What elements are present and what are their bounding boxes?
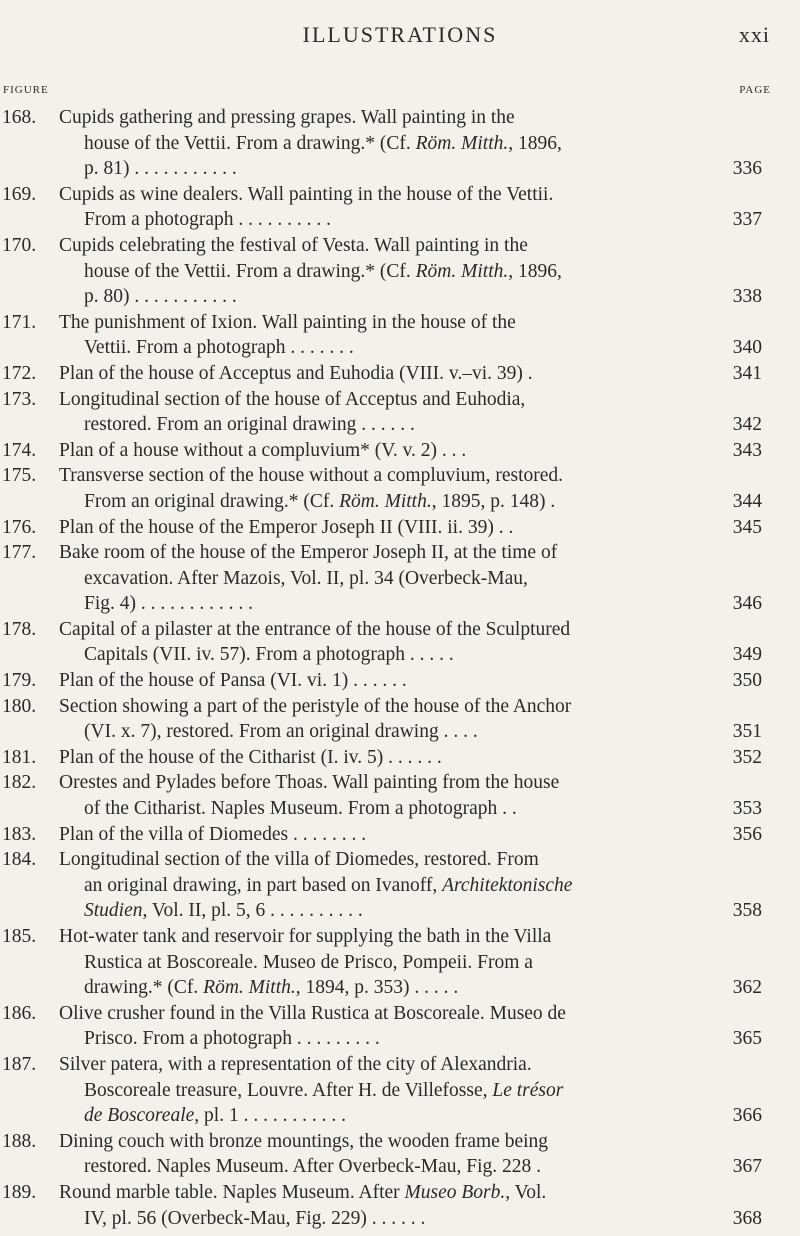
list-item [0, 463, 800, 514]
running-title: ILLUSTRATIONS [302, 22, 498, 47]
figure-number: 189. [2, 1181, 37, 1203]
page-reference: 338 [732, 286, 762, 308]
page-reference: 351 [732, 721, 762, 743]
figure-caption [59, 617, 711, 668]
list-item [0, 361, 800, 387]
illustrations-list [0, 105, 800, 1231]
page-reference: 344 [732, 490, 762, 512]
list-item [0, 694, 800, 745]
figure-caption [59, 515, 711, 541]
caption-line: house of the Vettii. From a drawing.* (Cf. Röm. Mitth., 1896, [84, 132, 562, 154]
caption-line: Vettii. From a photograph . . . . . . . [84, 337, 354, 359]
caption-line: p. 80) . . . . . . . . . . . [84, 286, 237, 308]
caption-line: of the Citharist. Naples Museum. From a photograph . . [84, 798, 517, 820]
caption-line: excavation. After Mazois, Vol. II, pl. 34 (Overbeck-Mau, [84, 567, 528, 589]
figure-number: 171. [2, 311, 37, 333]
caption-line: Silver patera, with a representation of the city of Alexandria. [59, 1053, 532, 1075]
page-reference: 358 [732, 900, 762, 922]
figure-number: 187. [2, 1053, 37, 1075]
figure-caption [59, 105, 711, 182]
caption-line: Plan of the house of Pansa (VI. vi. 1) . . . . . . [59, 670, 407, 692]
caption-line: Cupids celebrating the festival of Vesta. Wall painting in the [59, 234, 528, 256]
figure-number: 181. [2, 746, 37, 768]
page-reference: 353 [732, 798, 762, 820]
list-item [0, 515, 800, 541]
caption-line: house of the Vettii. From a drawing.* (Cf. Röm. Mitth., 1896, [84, 260, 562, 282]
page-reference: 367 [732, 1156, 762, 1178]
caption-line: Section showing a part of the peristyle of the house of the Anchor [59, 695, 572, 717]
caption-line: de Boscoreale, pl. 1 . . . . . . . . . . . [84, 1105, 346, 1127]
figure-number: 177. [2, 542, 37, 564]
caption-line: Plan of the house of the Citharist (I. iv. 5) . . . . . . [59, 746, 442, 768]
caption-line: Fig. 4) . . . . . . . . . . . . [84, 593, 254, 615]
list-item [0, 310, 800, 361]
caption-line: Orestes and Pylades before Thoas. Wall painting from the house [59, 772, 560, 794]
page-reference: 336 [732, 158, 762, 180]
list-item [0, 1001, 800, 1052]
figure-number: 179. [2, 670, 37, 692]
caption-line: Hot-water tank and reservoir for supplying the bath in the Villa [59, 926, 552, 947]
caption-line: Dining couch with bronze mountings, the wooden frame being [59, 1130, 549, 1152]
list-item [0, 822, 800, 848]
caption-line: Longitudinal section of the house of Acceptus and Euhodia, [59, 388, 526, 410]
page-reference: 368 [732, 1207, 762, 1229]
figure-caption [59, 1001, 711, 1052]
figure-number: 172. [2, 362, 37, 384]
figure-caption [59, 847, 711, 924]
list-item [0, 387, 800, 438]
page-column-label: PAGE [739, 84, 771, 96]
caption-line: Transverse section of the house without a compluvium, restored. [59, 465, 564, 487]
page-reference: 337 [732, 209, 762, 231]
caption-line: From a photograph . . . . . . . . . . [84, 209, 331, 231]
figure-number: 185. [2, 926, 37, 947]
list-item [0, 540, 800, 617]
caption-line: Longitudinal section of the villa of Diomedes, restored. From [59, 849, 539, 871]
page-reference: 349 [732, 644, 762, 666]
figure-caption [59, 361, 711, 387]
caption-line: Round marble table. Naples Museum. After Museo Borb., Vol. [59, 1181, 547, 1203]
figure-caption [59, 668, 711, 694]
page-reference: 362 [732, 977, 762, 999]
figure-caption [59, 1180, 711, 1231]
caption-line: Plan of the house of Acceptus and Euhodia (VIII. v.–vi. 39) . [59, 362, 533, 384]
caption-line: an original drawing, in part based on Ivanoff, Architektonische [84, 874, 573, 896]
figure-number: 169. [2, 183, 37, 205]
page-reference: 346 [732, 593, 762, 615]
caption-line: Olive crusher found in the Villa Rustica at Boscoreale. Museo de [59, 1002, 566, 1024]
caption-line: Cupids as wine dealers. Wall painting in the house of the Vettii. [59, 183, 554, 205]
figure-caption [59, 182, 711, 233]
caption-line: Rustica at Boscoreale. Museo de Prisco, Pompeii. From a [84, 951, 533, 973]
figure-caption [59, 694, 711, 745]
page-number: xxi [738, 22, 770, 47]
figure-caption [59, 1052, 711, 1129]
figure-caption [59, 745, 711, 771]
figure-number: 184. [2, 849, 37, 871]
caption-line: Plan of the house of the Emperor Joseph II (VIII. ii. 39) . . [59, 516, 514, 538]
page-reference: 341 [732, 362, 762, 384]
list-item [0, 668, 800, 694]
list-item [0, 617, 800, 668]
list-item [0, 770, 800, 821]
figure-number: 180. [2, 695, 37, 717]
page-reference: 340 [732, 337, 762, 359]
figure-caption [59, 822, 711, 848]
list-item [0, 745, 800, 771]
list-item [0, 1180, 800, 1231]
figure-number: 183. [2, 823, 37, 845]
figure-number: 175. [2, 465, 37, 487]
figure-caption [59, 540, 711, 617]
figure-number: 188. [2, 1130, 37, 1152]
caption-line: restored. From an original drawing . . . . . . [84, 414, 415, 436]
page-reference: 345 [732, 516, 762, 538]
caption-line: drawing.* (Cf. Röm. Mitth., 1894, p. 353) . . . . . [84, 977, 459, 999]
figure-caption [59, 924, 711, 1001]
page-reference: 356 [732, 823, 762, 845]
figure-number: 170. [2, 234, 37, 256]
list-item [0, 847, 800, 924]
figure-number: 168. [2, 107, 37, 128]
caption-line: (VI. x. 7), restored. From an original drawing . . . . [84, 721, 478, 743]
caption-line: Cupids gathering and pressing grapes. Wall painting in the [59, 107, 515, 128]
caption-line: IV, pl. 56 (Overbeck-Mau, Fig. 229) . . . . . . [84, 1207, 426, 1229]
caption-line: From an original drawing.* (Cf. Röm. Mitth., 1895, p. 148) . [84, 490, 556, 512]
caption-line: p. 81) . . . . . . . . . . . [84, 158, 237, 180]
list-item [0, 1129, 800, 1180]
figure-number: 174. [2, 439, 37, 461]
figure-number: 182. [2, 772, 37, 794]
caption-line: The punishment of Ixion. Wall painting in the house of the [59, 311, 516, 333]
list-item [0, 233, 800, 310]
page-reference: 366 [732, 1105, 762, 1127]
figure-caption [59, 1129, 711, 1180]
caption-line: restored. Naples Museum. After Overbeck-Mau, Fig. 228 . [84, 1156, 542, 1178]
figure-number: 176. [2, 516, 37, 538]
figure-column-label: FIGURE [3, 84, 49, 96]
figure-caption [59, 463, 711, 514]
caption-line: Boscoreale treasure, Louvre. After H. de Villefosse, Le trésor [84, 1079, 564, 1101]
caption-line: Studien, Vol. II, pl. 5, 6 . . . . . . . . . . [84, 900, 363, 922]
page-reference: 365 [732, 1028, 762, 1050]
figure-caption [59, 770, 711, 821]
caption-line: Bake room of the house of the Emperor Joseph II, at the time of [59, 542, 558, 564]
figure-caption [59, 438, 711, 464]
caption-line: Prisco. From a photograph . . . . . . . . . [84, 1028, 380, 1050]
caption-line: Plan of a house without a compluvium* (V. v. 2) . . . [59, 439, 467, 461]
figure-number: 173. [2, 388, 37, 410]
figure-number: 186. [2, 1002, 37, 1024]
list-item [0, 105, 800, 182]
figure-number: 178. [2, 618, 37, 640]
figure-caption [59, 233, 711, 310]
figure-caption [59, 310, 711, 361]
caption-line: Plan of the villa of Diomedes . . . . . . . . [59, 823, 367, 845]
figure-caption [59, 387, 711, 438]
list-item [0, 438, 800, 464]
list-item [0, 1052, 800, 1129]
caption-line: Capitals (VII. iv. 57). From a photograph . . . . . [84, 644, 454, 666]
page-reference: 352 [732, 746, 762, 768]
page-reference: 343 [732, 439, 762, 461]
page-reference: 350 [732, 670, 762, 692]
list-item [0, 924, 800, 1001]
list-item [0, 182, 800, 233]
page-reference: 342 [732, 414, 762, 436]
caption-line: Capital of a pilaster at the entrance of the house of the Sculptured [59, 618, 571, 640]
